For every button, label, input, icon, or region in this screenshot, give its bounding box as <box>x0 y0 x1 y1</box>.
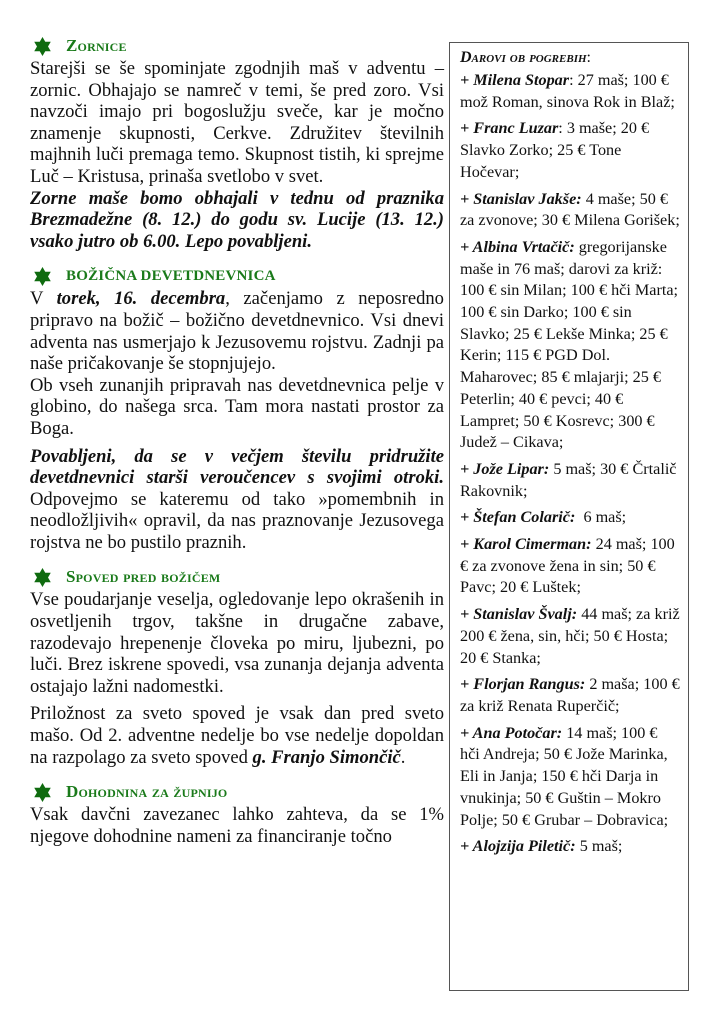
deceased-name: + Stanislav Švalj: <box>460 605 578 624</box>
donation-details: 3 maše; 20 € Slavko Zorko; 25 € Tone Hočevar; <box>460 119 650 181</box>
six-pointed-star-icon <box>33 783 52 802</box>
section-title: Spoved pred božičem <box>66 567 221 587</box>
donation-entry <box>460 507 680 529</box>
paragraph <box>30 703 444 768</box>
section-title: Zornice <box>66 36 127 55</box>
announcement-paragraph: Zorne maše bomo obhajali v tednu od praznika Brezmadežne (8. 12.) do godu sv. Lucije (13. 12.) vsako jutro ob 6.00. Lepo povabljeni. <box>30 187 444 252</box>
paragraph <box>30 288 444 374</box>
donation-details: 4 maše; 50 € za zvonove; 30 € Milena Gorišek; <box>460 189 680 230</box>
bulletin-main-column <box>30 34 444 847</box>
paragraph <box>30 446 444 554</box>
section-heading <box>30 780 444 804</box>
donation-details: 24 maš; 100 € za zvonove žena in sin; 50 € Pavc; 20 € Luštek; <box>460 535 675 597</box>
section-heading <box>30 565 444 589</box>
section-heading <box>30 264 444 288</box>
six-pointed-star-icon <box>33 568 52 587</box>
donation-entry <box>460 70 680 113</box>
separator: : <box>569 71 578 89</box>
donation-entry <box>460 723 680 832</box>
paragraph: Starejši se še spominjate zgodnjih maš v adventu – zornic. Obhajajo se namreč v temi, še pred zoro. Vsi navzoči imajo pri bogoslužju sveče, kar je močno znamenje skupnosti, Cerkve. Združitev številnih majhnih luči premaga temo. Skupnost tistih, ki sprejme Luč – Kristusa, prinaša svetlobo v svet. <box>30 58 444 187</box>
separator: : <box>558 119 567 138</box>
section-title: Dohodnina za župnijo <box>66 782 228 802</box>
donation-details: 14 maš; 100 € hči Andreja; 50 € Jože Marinka, Eli in Janja; 150 € hči Darja in vnukinja; 50 € Guštin – Mokro Polje; 50 € Grubar – Dobravica; <box>460 723 669 829</box>
donation-entry <box>460 237 680 454</box>
section-heading <box>30 34 444 58</box>
funeral-donations-box <box>449 42 689 991</box>
deceased-name: + Stanislav Jakše: <box>460 189 582 208</box>
deceased-name: + Alojzija Piletič: <box>460 837 576 856</box>
deceased-name: + Jože Lipar: <box>460 459 550 478</box>
section-dohodnina-za-zupnijo <box>30 780 444 847</box>
box-title <box>460 48 680 68</box>
deceased-name: + Albina Vrtačič: <box>460 237 575 256</box>
donation-details: 27 maš; 100 € mož Roman, sinova Rok in Blaž; <box>460 71 675 111</box>
paragraph: Vse poudarjanje veselja, ogledovanje lepo okrašenih in osvetljenih trgov, takšne in drugačne zabave, razodevajo hrepenenje človeka po miru, ljubezni, po luči. Brez iskrene spovedi, vsa zunanja dejanja adventa ostajajo lažni nadomestki. <box>30 589 444 697</box>
box-title-text: Darovi ob pogrebih <box>460 49 587 66</box>
date-emphasis: torek, 16. decembra <box>56 288 226 310</box>
paragraph: Ob vseh zunanjih pripravah nas devetdnevnica pelje v globino, do našega srca. Tam mora nastati prostor za Boga. <box>30 374 444 439</box>
section-bozicna-devetdnevnica <box>30 264 444 553</box>
donation-entry <box>460 674 680 717</box>
section-title: BOŽIČNA DEVETDNEVNICA <box>66 267 276 284</box>
deceased-name: + Florjan Rangus: <box>460 675 586 694</box>
text-body: , začenjamo z neposredno pripravo na božič – božično devetdnevnico. Vsi dnevi adventa nas usmerjajo k Jezusovemu rojstvu. Zadnji pa naše pričakovanje še stopnjujejo. <box>30 288 444 375</box>
text-suffix: . <box>400 746 406 768</box>
deceased-name: + Milena Stopar <box>460 71 570 89</box>
priest-name-emphasis: g. Franjo Simončič <box>252 746 401 768</box>
invitation-emphasis: Povabljeni, da se v večjem številu pridružite devetdnevnici starši veroučencev s svojimi otroki. <box>30 445 444 489</box>
six-pointed-star-icon <box>33 37 52 56</box>
text-body: Odpovejmo se kateremu od tako »pomembnih in neodložljivih« opravil, da nas praznovanje Jezusovega rojstva ne bo pustilo praznih. <box>30 488 444 553</box>
donation-details: 5 maš; 30 € Črtalič Rakovnik; <box>460 459 677 500</box>
donation-details: 5 maš; <box>579 837 623 856</box>
section-zornice <box>30 34 444 252</box>
donation-details: gregorijanske maše in 76 maš; darovi za križ: 100 € sin Milan; 100 € hči Marta; 100 € sin Darko; 100 € sin Slavko; 25 € Lekše Minka; 25 € Kerin; 115 € PGD Dol. Maharovec; 85 € mlajarji; 25 € Peterlin; 40 € pevci; 40 € Lampret; 50 € Kosrevc; 300 € Judež – Cikava; <box>460 237 679 452</box>
donation-details: 44 maš; za križ 200 € žena, sin, hči; 50 € Hosta; 20 € Stanka; <box>460 605 680 667</box>
text-prefix: V <box>30 288 57 310</box>
six-pointed-star-icon <box>33 267 52 286</box>
donation-entry <box>460 189 680 232</box>
deceased-name: + Štefan Colarič: <box>460 508 576 527</box>
text-body: Priložnost za sveto spoved je vsak dan pred sveto mašo. Od 2. adventne nedelje bo vse nedelje dopoldan na razpolago za sveto spoved <box>30 703 444 768</box>
deceased-name: + Franc Luzar <box>460 119 559 138</box>
donation-entry <box>460 459 680 502</box>
section-spoved-pred-bozicem <box>30 565 444 768</box>
deceased-name: + Karol Cimerman: <box>460 535 592 554</box>
deceased-name: + Ana Potočar: <box>460 723 563 742</box>
donation-entry <box>460 836 680 858</box>
box-title-colon: : <box>586 49 591 66</box>
donation-entry <box>460 118 680 183</box>
donation-details: 6 maš; <box>583 508 627 527</box>
donation-entry <box>460 534 680 599</box>
donation-details: 2 maša; 100 € za križ Renata Ruperčič; <box>460 675 680 715</box>
donation-entry <box>460 604 680 669</box>
paragraph: Vsak davčni zavezanec lahko zahteva, da se 1% njegove dohodnine nameni za financiranje točno <box>30 804 444 847</box>
